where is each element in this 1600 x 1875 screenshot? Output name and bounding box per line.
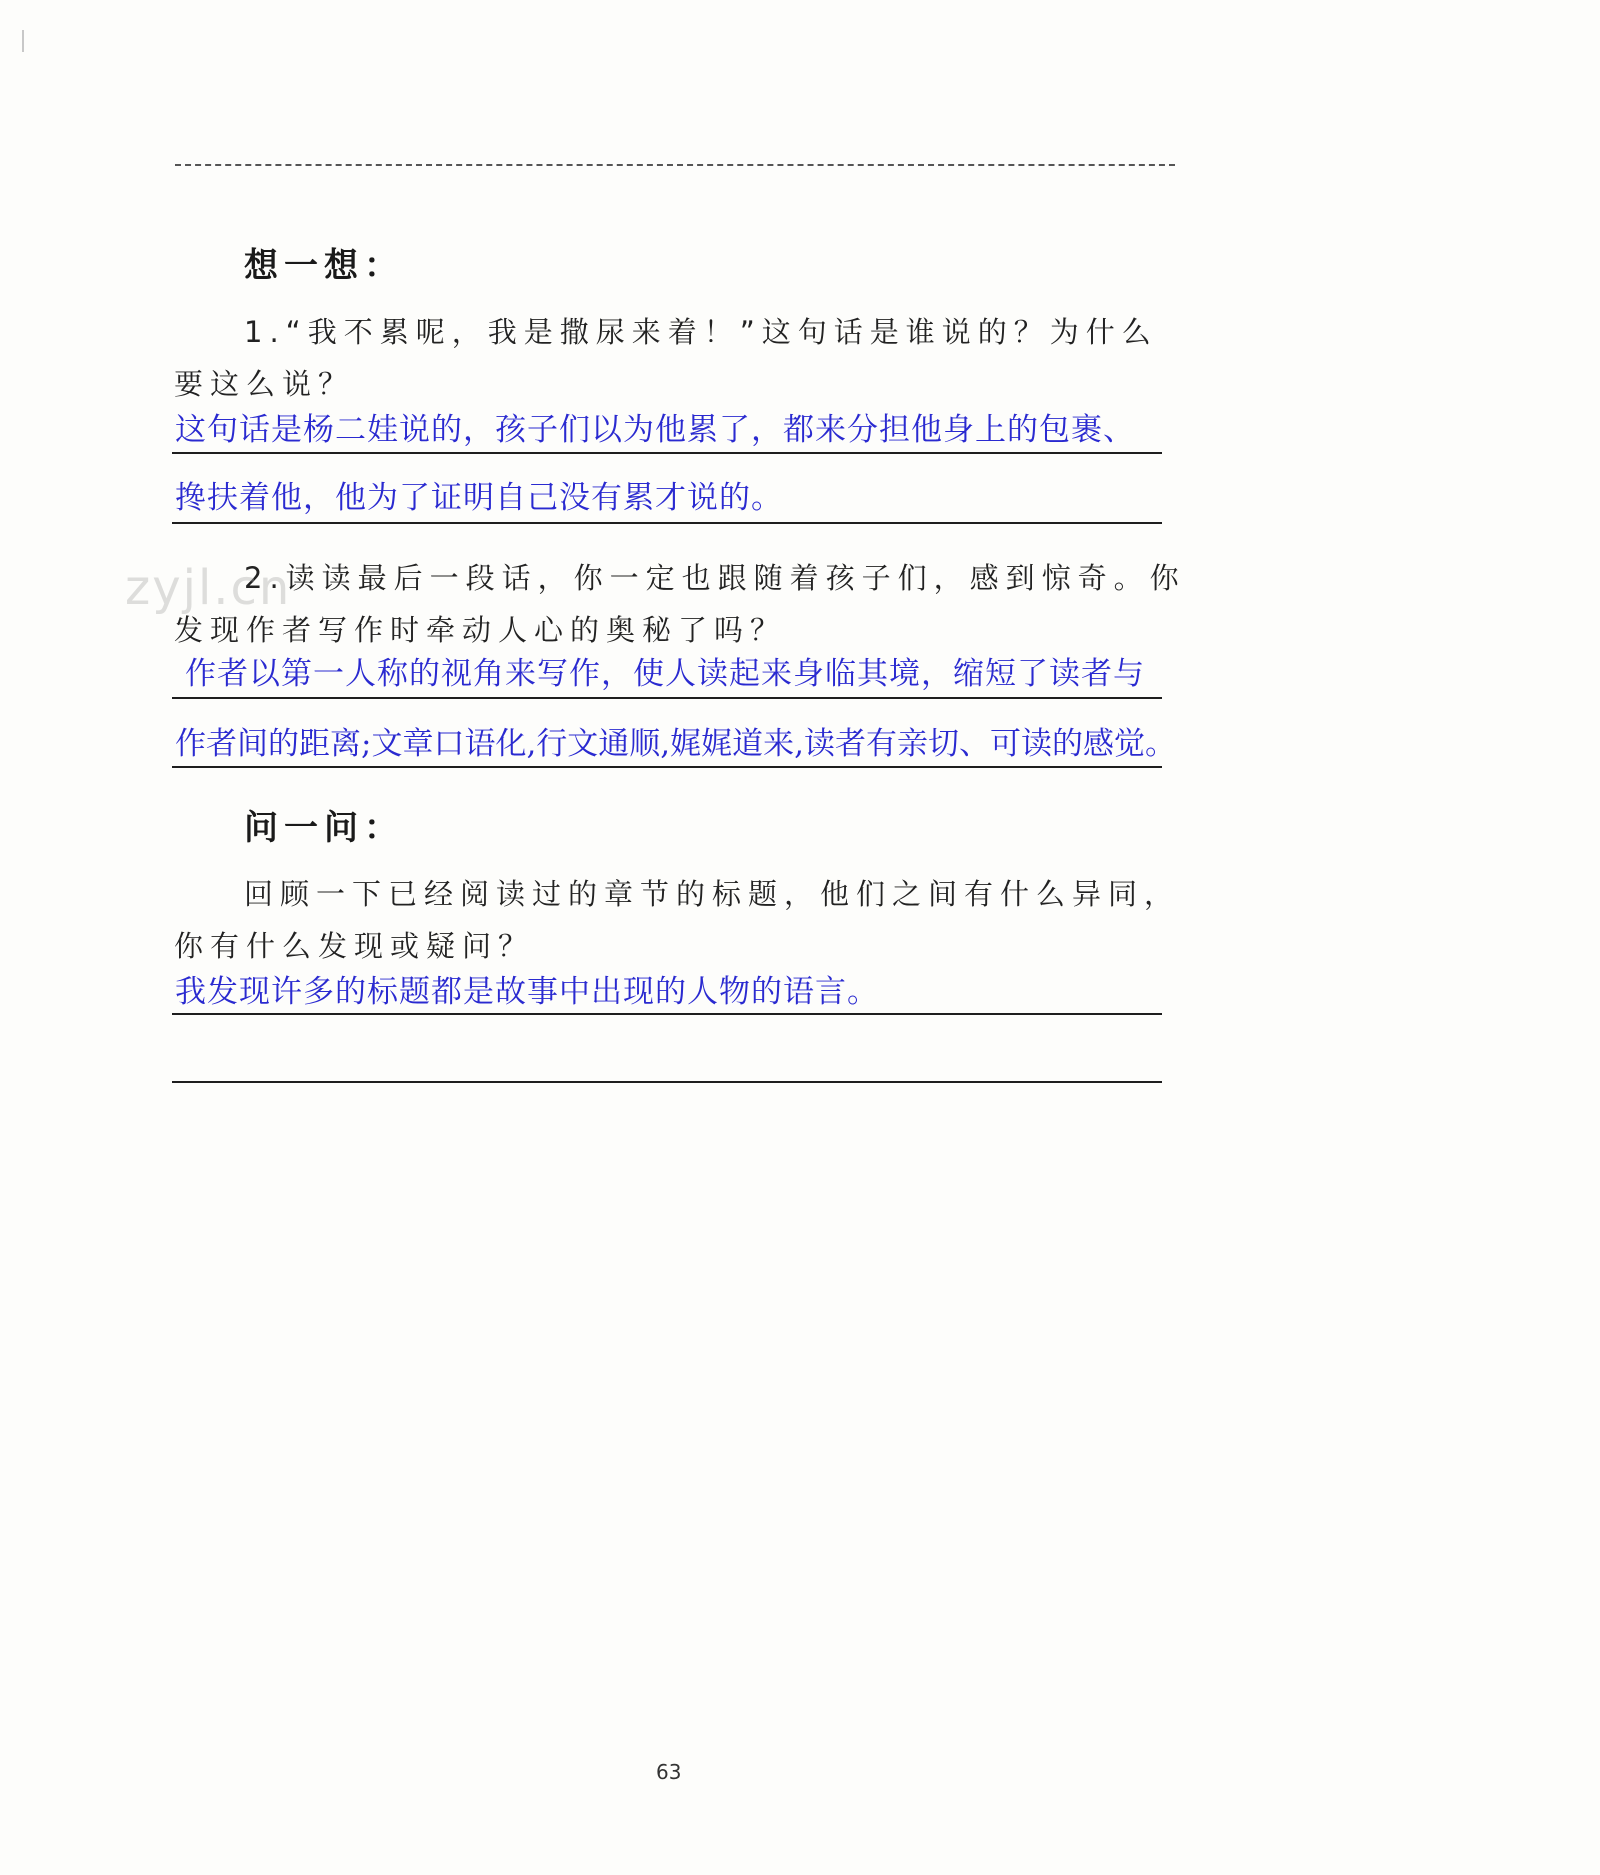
answer-1-line-2: 搀扶着他，他为了证明自己没有累才说的。 bbox=[175, 480, 783, 516]
answer-rule bbox=[172, 697, 1162, 699]
question-1-line-1: 1.“我不累呢，我是撒尿来着！”这句话是谁说的？为什么 bbox=[244, 315, 1158, 349]
answer-rule bbox=[172, 452, 1162, 454]
answer-1-line-1: 这句话是杨二娃说的，孩子们以为他累了，都来分担他身上的包裹、 bbox=[175, 412, 1135, 448]
scan-mark bbox=[22, 30, 24, 52]
answer-rule bbox=[172, 766, 1162, 768]
answer-2-line-2: 作者间的距离;文章口语化,行文通顺,娓娓道来,读者有亲切、可读的感觉。 bbox=[175, 726, 1177, 762]
answer-rule bbox=[172, 1013, 1162, 1015]
section-title-ask: 问一问： bbox=[244, 808, 404, 848]
watermark: zyjl.cn bbox=[125, 560, 292, 616]
answer-rule bbox=[172, 1081, 1162, 1083]
answer-2-line-1: 作者以第一人称的视角来写作，使人读起来身临其境，缩短了读者与 bbox=[185, 656, 1145, 692]
question-2-line-1: 2.读读最后一段话，你一定也跟随着孩子们，感到惊奇。你 bbox=[244, 561, 1186, 595]
dashed-divider bbox=[175, 164, 1175, 166]
page-number: 63 bbox=[656, 1760, 682, 1784]
question-3-line-1: 回顾一下已经阅读过的章节的标题，他们之间有什么异同， bbox=[244, 877, 1181, 911]
question-2-line-2: 发现作者写作时牵动人心的奥秘了吗？ bbox=[174, 613, 787, 647]
section-title-think: 想一想： bbox=[244, 246, 404, 286]
question-3-line-2: 你有什么发现或疑问？ bbox=[174, 929, 535, 963]
answer-rule bbox=[172, 522, 1162, 524]
question-1-line-2: 要这么说？ bbox=[174, 367, 355, 401]
answer-3-line-1: 我发现许多的标题都是故事中出现的人物的语言。 bbox=[175, 974, 879, 1010]
